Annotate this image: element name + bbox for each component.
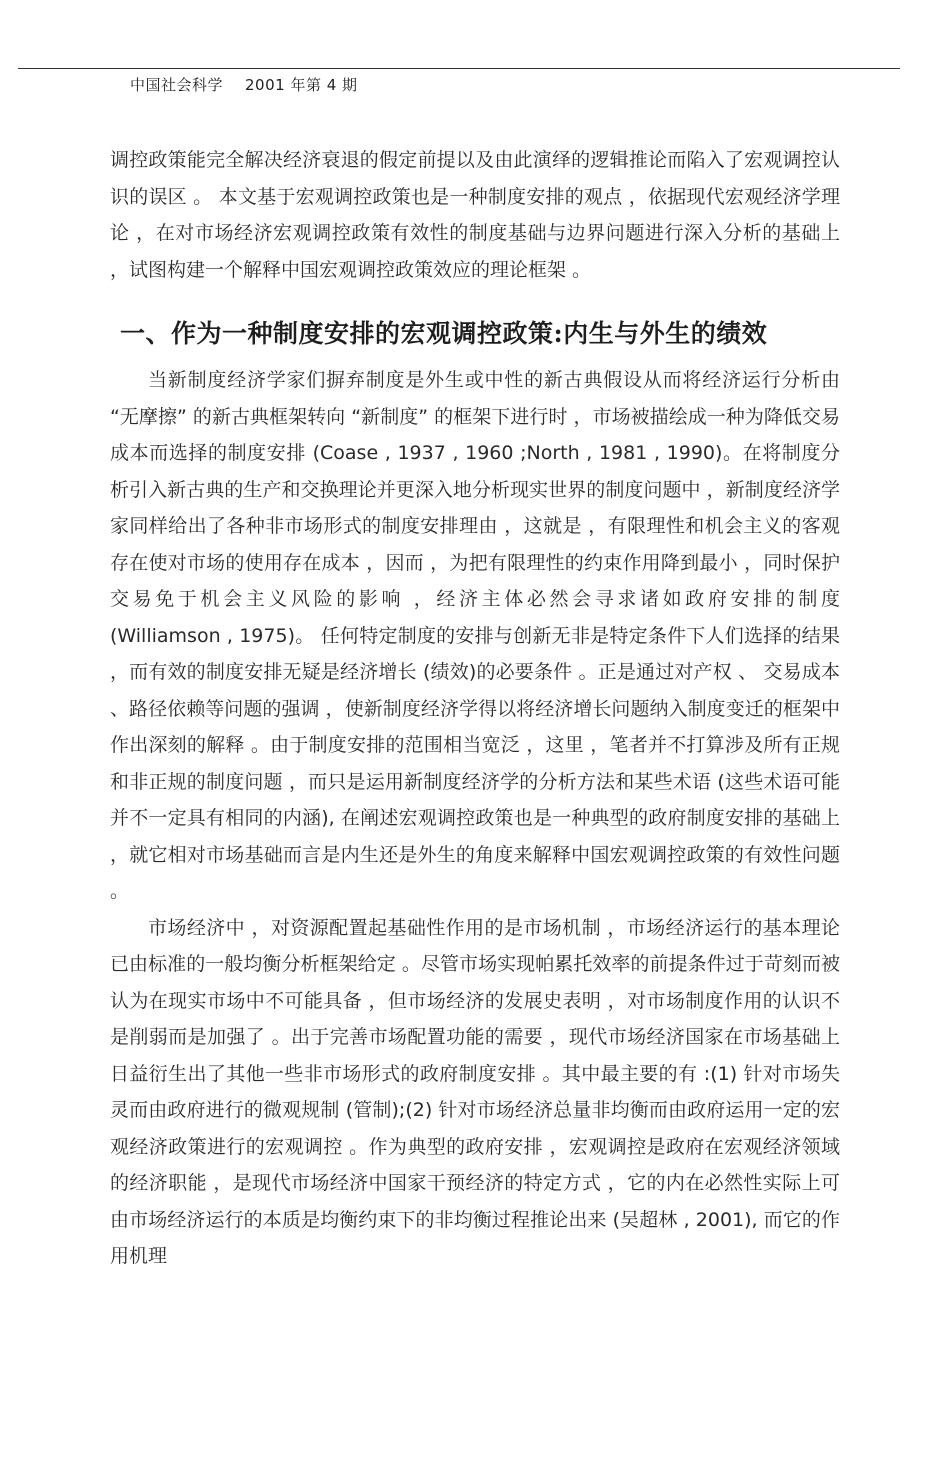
running-head — [130, 74, 358, 95]
journal-name: 中国社会科学 — [130, 76, 224, 94]
header-rule — [18, 68, 900, 69]
article-body — [110, 142, 840, 1275]
intro-paragraph: 调控政策能完全解决经济衰退的假定前提以及由此演绎的逻辑推论而陷入了宏观调控认识的误区 。 本文基于宏观调控政策也是一种制度安排的观点 ，依据现代宏观经济学理论 ，在对市场经济宏观调控政策有效性的制度基础与边界问题进行深入分析的基础上 ，试图构建一个解释中国宏观调控政策效应的理论框架 。 — [110, 149, 840, 281]
body-paragraph-2: 市场经济中 ，对资源配置起基础性作用的是市场机制 ，市场经济运行的基本理论已由标准的一般均衡分析框架给定 。尽管市场实现帕累托效率的前提条件过于苛刻而被认为在现实市场中不可能具备 ，但市场经济的发展史表明 ，对市场制度作用的认识不是削弱而是加强了 。出于完善市场配置功能的需要 ，现代市场经济国家在市场基础上日益衍生出了其他一些非市场形式的政府制度安排 。其中最主要的有 :(1) 针对市场失灵而由政府进行的微观规制 (管制);(2) 针对市场经济总量非均衡而由政府运用一定的宏观经济政策进行的宏观调控 。作为典型的政府安排 ，宏观调控是政府在宏观经济领域的经济职能 ，是现代市场经济中国家干预经济的特定方式 ，它的内在必然性实际上可由市场经济运行的本质是均衡约束下的非均衡过程推论出来 (吴超林 , 2001), 而它的作用机理 — [110, 916, 840, 1267]
issue-number: 2001 年第 4 期 — [245, 76, 358, 94]
section-title: 一、作为一种制度安排的宏观调控政策:内生与外生的绩效 — [120, 319, 768, 348]
body-paragraph-1: 当新制度经济学家们摒弃制度是外生或中性的新古典假设从而将经济运行分析由 “无摩擦” 的新古典框架转向 “新制度” 的框架下进行时 ，市场被描绘成一种为降低交易成本而选择的制度安排 (Coase , 1937 , 1960 ;North , 1981 , 1990)。在将制度分析引入新古典的生产和交换理论并更深入地分析现实世界的制度问题中 ，新制度经济学家同样给出了各种非市场形式的制度安排理由 ，这就是 ，有限理性和机会主义的客观存在使对市场的使用存在成本 ，因而 ，为把有限理性的约束作用降到最小 ，同时保护交易免于机会主义风险的影响 ，经济主体必然会寻求诸如政府安排的制度 (Williamson , 1975)。 任何特定制度的安排与创新无非是特定条件下人们选择的结果 ，而有效的制度安排无疑是经济增长 (绩效)的必要条件 。正是通过对产权 、 交易成本 、路径依赖等问题的强调 ，使新制度经济学得以将经济增长问题纳入制度变迁的框架中作出深刻的解释 。由于制度安排的范围相当宽泛 ，这里 ，笔者并不打算涉及所有正规和非正规的制度问题 ，而只是运用新制度经济学的分析方法和某些术语 (这些术语可能并不一定具有相同的内涵), 在阐述宏观调控政策也是一种典型的政府制度安排的基础上 ，就它相对市场基础而言是内生还是外生的角度来解释中国宏观调控政策的有效性问题 。 — [110, 369, 840, 902]
